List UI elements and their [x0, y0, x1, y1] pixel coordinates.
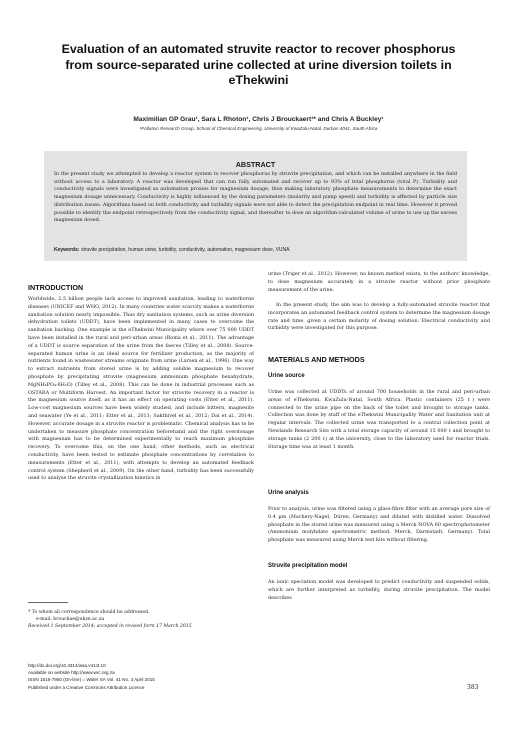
urine-analysis-text: Prior to analysis, urine was filtered using a glass-fibre filter with an average pore size of 0.4 µm (Machery-Nagel, Düren, Germany) and diluted with distilled water. Dissolved phosphate in the stored urine was measured using a Merck NOVA 60 spectrophotometer (Ammonium molybdate spectrometric method, Merck, Darmstadt, Germany). Total phosphate was measured using Merck test kits without filtering. — [268, 506, 490, 544]
urine-source-text: Urine was collected at UDDTs of around 700 households in the rural and peri-urban areas of eThekwini, KwaZulu-Natal, South Africa. Plastic containers (25 ℓ) were connected to the urine pipe on the back of the toilet and brought to storage tanks. Collection was done by staff of the eThekwini Municipality Water and Sanitation unit at regular intervals. The collected urine was transported to a central collection point at Newlands Research Site with a total storage capacity of around 15 000 ℓ and brought to storage tanks (2 200 ℓ) at the university, close to the laboratory used for reactor trials. Storage time was at least 1 month. — [268, 389, 490, 450]
author-list: Maximilian GP Grau¹, Sara L Rhoton¹, Chris J Brouckaert¹* and Chris A Buckley¹ — [133, 116, 384, 123]
precipitation-model-text: An ionic speciation model was developed to predict conductivity and suspended solids, which are further interpreted as turbidity, during struvite precipitation. The model describes — [268, 579, 490, 601]
footnotes — [28, 609, 254, 630]
urine-analysis-heading: Urine analysis — [268, 490, 309, 496]
urine-source-heading: Urine source — [268, 373, 305, 379]
title-line: eThekwini — [228, 73, 289, 87]
abstract-heading: ABSTRACT — [235, 160, 276, 169]
website-link[interactable]: Available on website http://www.wrc.org.za — [28, 670, 115, 676]
affiliation: ¹Pollution Research Group, School of Chemical Engineering, University of KwaZulu-Natal, Durban 4041, South Africa — [139, 126, 378, 131]
abstract-text: In the present study we attempted to develop a reactor system to recover phosphorus by struvite precipitation, and which can be installed anywhere in the field without access to a laboratory. A reactor was developed that can run fully automated and recover up to 93% of total phosphorus (total P). Turbidity and conductivity signals were investigated as automation proxies for magnesium dosage, thus making laboratory phosphate measurements to determine the exact magnesium dosage unnecessary. Conductivity is highly influenced by the dosing parameters (molarity and pump speed) and turbidity is affected by particle size distribution issues. Algorithms based on both conductivity and turbidity signals were not able to detect the precipitation endpoint in real time. However it proved possible to identify the endpoint retrospectively from the conductivity signal, and thereafter to dose an algorithm-calculated volume of urine to use up the excess magnesium dosed. — [54, 171, 457, 224]
issn-line: ISSN 1816-7950 (On-line) = Water SA Vol. 41 No. 3 April 2015 — [28, 677, 155, 683]
title-line: from source-separated urine collected at urine diversion toilets in — [65, 57, 452, 72]
page-number: 383 — [467, 684, 479, 691]
introduction-paragraph: Worldwide, 2.5 billion people lack access to improved sanitation, leading to waterborne diseases (UNICEF and WHO, 2012). In many countries water scarcity makes a waterborne sanitation solution nearly impossible. Thus dry sanitation systems, such as urine diversion dehydration toilets (UDDT), have been implemented in many cases to overcome the sanitation backlog. One example is the eThekwini Municipality where over 75 000 UDDT have been installed in the rural and peri-urban areas (Roma et al., 2011). The advantage of a UDDT is source separation of the urine from the faeces (Tilley et al., 2008). Source-separated human urine is an ideal source for fertilizer production, as the majority of nutrients found in wastewater streams originate from urine (Larsen et al., 1996). One way to extract nutrients from stored urine is by adding soluble magnesium to recover phosphate by precipitating struvite (magnesium ammonium phosphate hexahydrate, MgNH₄PO₄·6H₂O) (Tilley et al., 2008). This can be done in industrial processes such as OSTARA or Multiform Harvest. An important factor for struvite recovery in a reactor is the magnesium source itself, as it has an effect on operating costs (Etter et al., 2011). Low-cost magnesium sources have been widely studied, and include bittern, magnesite and seawater (Ye et al., 2011; Etter et al., 2011; Sakthivel et al., 2012; Dai et al., 2014). However, accurate dosage in a struvite reactor is problematic. Chemical analysis has to be undertaken to measure phosphate concentration beforehand and the right overdosage with magnesium has to be determined experimentally to reach maximum phosphate recovery. To overcome this, on the one hand, other methods, such as electrical conductivity, have been tested to estimate phosphate concentrations by correlation to measurements (Etter et al., 2011), with attempts to develop an automated feedback control system (Shepherd et al., 2009). On the other hand, turbidity has been successfully used to analyse the struvite crystallization kinetics in — [28, 296, 254, 482]
license-line: Published under a Creative Commons Attribution Licence — [28, 684, 145, 690]
correspondence-email[interactable]: e-mail: brouckae@ukzn.ac.za — [36, 617, 105, 622]
abstract-box — [44, 151, 467, 261]
received-dates: Received 1 September 2014; accepted in revised form 17 March 2015 — [28, 624, 192, 629]
methods-heading: MATERIALS AND METHODS — [268, 355, 365, 364]
right-column-paragraph: urine (Triger et al., 2012). However, no known method exists, to the authors' knowledge, to dose magnesium accurately in a struvite reactor without prior phosphate measurement of the urine. — [268, 271, 490, 293]
keywords-label: Keywords: — [54, 247, 80, 253]
publication-info — [28, 662, 268, 691]
footnote-divider — [28, 602, 68, 603]
correspondence-note: * To whom all correspondence should be addressed. — [28, 610, 150, 615]
right-column-paragraph-aim: In the present study, the aim was to develop a fully-automated struvite reactor that incorporates an automated feedback control system to determine the magnesium dosage rate and time, given a certain molarity of dosing solution. Electrical conductivity and turbidity were investigated for this purpose. — [268, 302, 490, 332]
doi-link[interactable]: http://dx.doi.org/10.4314/wsa.v41i3.10 — [28, 663, 106, 668]
article-title — [30, 42, 487, 89]
keywords — [54, 247, 457, 253]
introduction-heading: INTRODUCTION — [28, 283, 84, 292]
precipitation-model-heading: Struvite precipitation model — [268, 563, 348, 569]
title-line: Evaluation of an automated struvite reactor to recover phosphorus — [61, 42, 456, 56]
keywords-text: struvite precipitation, human urine, turbidity, conductivity, automation, magnesium dose, VUNA — [80, 247, 290, 253]
